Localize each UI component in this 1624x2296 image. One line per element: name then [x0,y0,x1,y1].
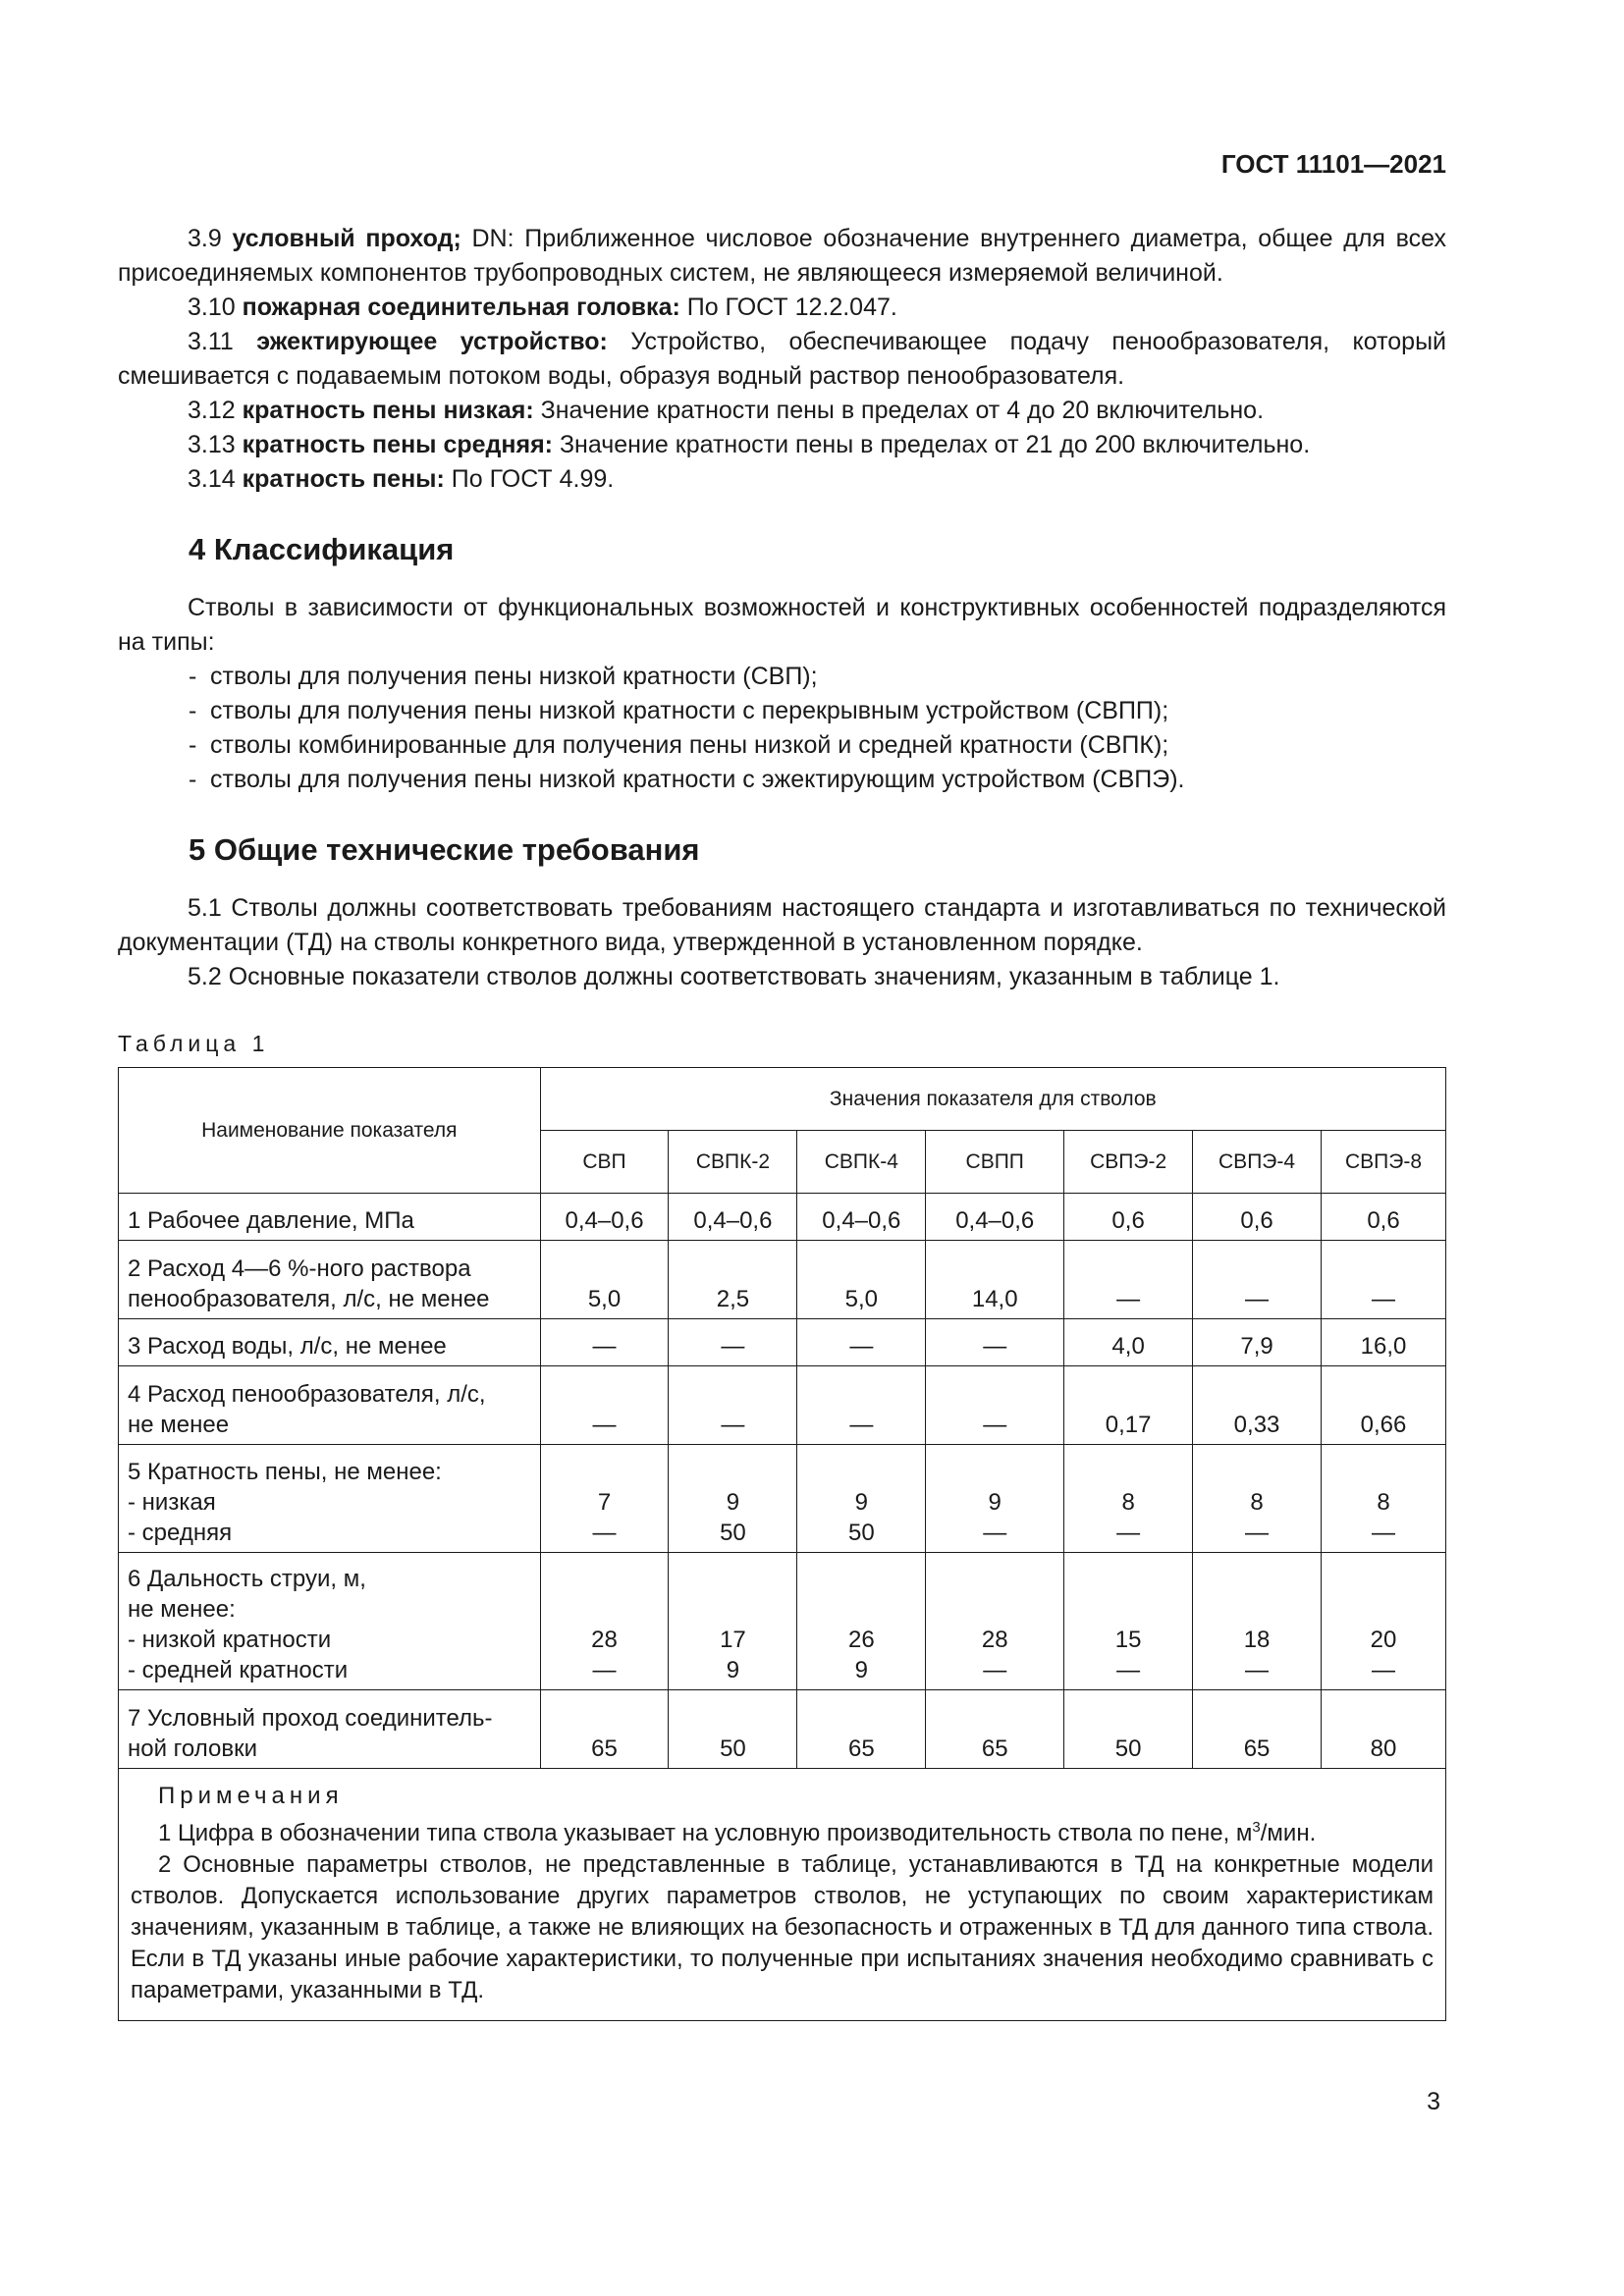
value-text: — [1116,1286,1141,1312]
definition-term: кратность пены средняя: [242,431,554,458]
value-text: 16,0 [1360,1333,1407,1360]
table-row [119,1366,1446,1445]
column-header: СВПЭ-8 [1322,1131,1446,1194]
definition-number: 3.12 [188,397,236,424]
type-list-item-text: стволы для получения пены низкой кратности с эжектирующим устройством (СВПЭ). [210,766,1185,793]
definition-text: DN: Приближенное числовое обозначение внутреннего диаметра, общее для всех присоединяемых компонентов трубопроводных систем, не являющееся измеряемой величиной. [118,225,1446,287]
value-text: 8 [1377,1489,1390,1516]
value-text: 50 [847,1520,875,1546]
type-list-item-text: стволы для получения пены низкой кратности с перекрывным устройством (СВПП); [210,697,1169,724]
value-text: 5,0 [587,1286,622,1312]
value-text: 65 [847,1735,875,1762]
value-text: 9 [854,1489,869,1516]
type-list [118,660,1446,797]
value-text: 26 [847,1627,875,1653]
indicator-value [540,1690,669,1769]
indicator-name-line: 2 Расход 4—6 %-ного раствора [128,1255,471,1282]
definition-text: Устройство, обеспечивающее подачу пенообразователя, который смешивается с подаваемым потоком воды, образуя водный раствор пенообразователя. [118,328,1446,390]
value-text: 65 [981,1735,1008,1762]
type-list-item [118,660,1446,694]
type-list-item [118,763,1446,797]
section-4-intro: Стволы в зависимости от функциональных возможностей и конструктивных особенностей подразделяются на типы: [118,594,1446,656]
indicator-name-line: ной головки [128,1735,257,1762]
paragraph-5-2: 5.2 Основные показатели стволов должны соответствовать значениям, указанным в таблице 1. [188,963,1280,990]
section-4-title: 4 Классификация [189,532,455,566]
column-header: СВП [540,1131,669,1194]
value-text: — [983,1657,1007,1683]
value-text: 9 [726,1657,740,1683]
document-body [118,222,1446,2021]
paragraph-5-1: 5.1 Стволы должны соответствовать требованиям настоящего стандарта и изготавливаться по технической документации (ТД) на стволы конкретного вида, утвержденной в установленном порядке. [118,894,1446,956]
value-text: — [1245,1286,1270,1312]
value-text: 9 [726,1489,740,1516]
indicator-name-line: не менее [128,1412,230,1438]
definitions-list [118,222,1446,497]
value-text: 5,0 [844,1286,879,1312]
table-row [119,1194,1446,1241]
indicator-value [926,1241,1064,1319]
value-text: 2,5 [716,1286,750,1312]
value-text: — [983,1520,1007,1546]
indicator-value [540,1553,669,1690]
indicator-value [540,1445,669,1553]
definition-term: условный проход; [232,225,472,252]
indicator-value [797,1445,926,1553]
indicator-value [1193,1445,1322,1553]
indicator-value [540,1319,669,1366]
type-list-item-text: стволы для получения пены низкой кратности (СВП); [210,663,818,690]
value-text: — [592,1412,617,1438]
table-row [119,1319,1446,1366]
value-text: — [1372,1286,1395,1312]
definition-term: эжектирующее устройство: [256,328,608,355]
header-indicator-name: Наименование показателя [119,1068,541,1194]
definition-term: кратность пены: [242,465,445,493]
indicator-name [119,1445,541,1553]
value-text: 50 [1114,1735,1142,1762]
value-text: 80 [1370,1735,1397,1762]
indicator-name-line: 4 Расход пенообразователя, л/с, [128,1381,486,1408]
indicator-value [926,1445,1064,1553]
indicator-value [669,1553,797,1690]
page-number: 3 [1427,2088,1440,2115]
indicator-value [926,1319,1064,1366]
value-text: 0,4–0,6 [822,1207,901,1234]
definition-text: По ГОСТ 12.2.047. [679,294,897,321]
indicator-value [669,1241,797,1319]
value-text: 4,0 [1111,1333,1145,1360]
value-text: 14,0 [971,1286,1018,1312]
value-text: — [1245,1657,1270,1683]
value-text: 9 [854,1657,869,1683]
section-5-title: 5 Общие технические требования [189,832,700,867]
value-text: — [983,1412,1007,1438]
indicator-value [1322,1241,1446,1319]
value-text: — [592,1657,617,1683]
indicator-value [1322,1445,1446,1553]
indicator-value [1193,1241,1322,1319]
indicator-value [797,1366,926,1445]
indicator-value [797,1690,926,1769]
value-text: — [1372,1520,1395,1546]
value-text: — [592,1333,617,1360]
indicator-name [119,1690,541,1769]
table-row [119,1690,1446,1769]
definition-3-9 [118,222,1446,291]
value-text: 0,17 [1105,1412,1152,1438]
indicator-name-line: - средней кратности [128,1657,349,1683]
value-text: — [1116,1657,1141,1683]
indicator-value [1322,1366,1446,1445]
indicator-value [797,1319,926,1366]
indicator-value [926,1690,1064,1769]
indicator-name-line: 3 Расход воды, л/с, не менее [128,1333,447,1360]
value-text: 28 [591,1627,618,1653]
indicator-value [1322,1194,1446,1241]
indicator-value [1064,1241,1193,1319]
indicator-value [540,1366,669,1445]
list-dash: - [189,697,197,724]
table-row [119,1445,1446,1553]
indicator-value [1322,1319,1446,1366]
value-text: 8 [1121,1489,1135,1516]
indicator-value [797,1241,926,1319]
indicator-name-line: 1 Рабочее давление, МПа [128,1207,414,1234]
definition-3-12 [118,394,1446,428]
definition-text: По ГОСТ 4.99. [444,465,615,493]
definition-number: 3.14 [188,465,236,493]
indicator-name [119,1241,541,1319]
column-header: СВПЭ-2 [1064,1131,1193,1194]
value-text: — [1372,1657,1395,1683]
indicator-name-line: - низкой кратности [128,1627,332,1653]
indicator-name-line: не менее: [128,1596,236,1623]
value-text: 28 [981,1627,1008,1653]
column-header: СВПК-4 [797,1131,926,1194]
value-text: — [592,1520,617,1546]
indicator-value [669,1366,797,1445]
header-values-group: Значения показателя для стволов [540,1068,1445,1131]
value-text: 65 [591,1735,618,1762]
indicator-value [1193,1553,1322,1690]
value-text: — [1116,1520,1141,1546]
list-dash: - [189,663,197,690]
notes-title: Примечания [158,1783,344,1809]
indicator-value [540,1241,669,1319]
indicator-value [797,1553,926,1690]
indicator-name-line: 5 Кратность пены, не менее: [128,1459,442,1485]
value-text: 65 [1243,1735,1271,1762]
indicator-value [540,1194,669,1241]
indicator-name-line: 6 Дальность струи, м, [128,1566,366,1592]
value-text: 18 [1243,1627,1271,1653]
value-text: — [849,1333,874,1360]
indicator-name [119,1319,541,1366]
note-1-end: /мин. [1260,1820,1317,1846]
value-text: — [983,1333,1007,1360]
definition-3-13 [118,428,1446,462]
indicator-value [1064,1366,1193,1445]
value-text: 7 [597,1489,612,1516]
definition-text: Значение кратности пены в пределах от 21 до 200 включительно. [553,431,1311,458]
indicator-value [1064,1319,1193,1366]
definition-term: кратность пены низкая: [242,397,534,424]
indicator-value [1193,1194,1322,1241]
value-text: 20 [1370,1627,1397,1653]
table-notes [119,1769,1446,2021]
definition-number: 3.13 [188,431,236,458]
type-list-item [118,728,1446,763]
definition-number: 3.10 [188,294,236,321]
indicator-value [926,1366,1064,1445]
list-dash: - [189,766,197,793]
indicator-value [1193,1366,1322,1445]
definition-text: Значение кратности пены в пределах от 4 до 20 включительно. [533,397,1265,424]
column-header: СВПК-2 [669,1131,797,1194]
note-1-superscript: 3 [1252,1819,1261,1836]
table-caption: Таблица 1 [118,1031,270,1056]
column-header: СВПЭ-4 [1193,1131,1322,1194]
indicator-value [669,1690,797,1769]
definition-3-14 [118,462,1446,497]
definition-number: 3.9 [188,225,222,252]
value-text: 0,4–0,6 [565,1207,644,1234]
indicator-value [1193,1319,1322,1366]
document-header: ГОСТ 11101—2021 [1220,149,1446,179]
indicator-value [1064,1194,1193,1241]
value-text: 8 [1250,1489,1264,1516]
indicator-value [669,1319,797,1366]
value-text: — [721,1333,745,1360]
value-text: 17 [720,1627,746,1653]
definition-3-11 [118,325,1446,394]
indicator-value [669,1194,797,1241]
indicator-name [119,1553,541,1690]
indicator-name-line: - низкая [128,1489,216,1516]
value-text: 0,6 [1111,1207,1145,1234]
indicator-name-line: 7 Условный проход соединитель- [128,1705,493,1732]
value-text: 0,33 [1233,1412,1280,1438]
value-text: 0,66 [1360,1412,1407,1438]
value-text: 50 [720,1735,746,1762]
table-1 [118,1067,1446,2021]
value-text: 0,4–0,6 [955,1207,1035,1234]
indicator-name-line: пенообразователя, л/с, не менее [128,1286,490,1312]
note-1-text: 1 Цифра в обозначении типа ствола указывает на условную производительность ствола по пене, м [158,1820,1253,1846]
value-text: — [1245,1520,1270,1546]
table-row [119,1241,1446,1319]
definition-3-10 [118,291,1446,325]
indicator-value [1322,1690,1446,1769]
value-text: 0,6 [1240,1207,1273,1234]
value-text: 0,6 [1367,1207,1400,1234]
indicator-value [1064,1445,1193,1553]
indicator-value [1193,1690,1322,1769]
type-list-item-text: стволы комбинированные для получения пены низкой и средней кратности (СВПК); [210,731,1169,759]
indicator-value [1064,1690,1193,1769]
indicator-value [797,1194,926,1241]
note-1 [131,1812,1434,1849]
list-dash: - [189,731,197,759]
value-text: 9 [988,1489,1001,1516]
indicator-value [926,1553,1064,1690]
value-text: — [849,1412,874,1438]
indicator-value [1322,1553,1446,1690]
indicator-value [669,1445,797,1553]
table-notes-row [119,1769,1446,2021]
column-header: СВПП [926,1131,1064,1194]
note-2: 2 Основные параметры стволов, не представленные в таблице, устанавливаются в ТД на конкретные модели стволов. Допускается использование других параметров стволов, не уступающих по своим характеристикам значениям, указанным в таблице, а также не влияющих на безопасность и отраженных в ТД для данного типа ствола. Если в ТД указаны иные рабочие характеристики, то полученные при испытаниях значения необходимо сравнивать с параметрами, указанными в ТД. [131,1851,1434,2003]
indicator-value [1064,1553,1193,1690]
definition-number: 3.11 [188,328,234,355]
value-text: 50 [720,1520,746,1546]
indicator-name [119,1194,541,1241]
value-text: 7,9 [1240,1333,1273,1360]
type-list-item [118,694,1446,728]
definition-term: пожарная соединительная головка: [242,294,680,321]
value-text: 0,4–0,6 [693,1207,773,1234]
value-text: 15 [1114,1627,1142,1653]
table-row [119,1553,1446,1690]
indicator-name-line: - средняя [128,1520,233,1546]
value-text: — [721,1412,745,1438]
indicator-value [926,1194,1064,1241]
indicator-name [119,1366,541,1445]
